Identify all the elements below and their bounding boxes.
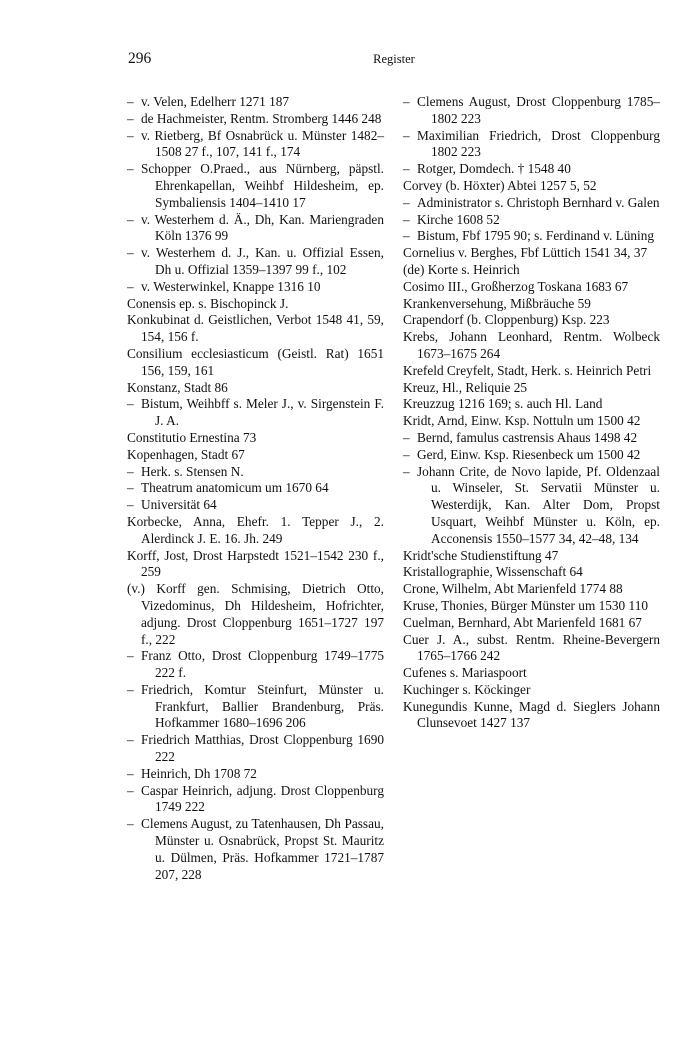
entry-text: Rotger, Domdech. † 1548 40 — [417, 161, 571, 177]
index-subentry — [403, 464, 660, 548]
entry-text: Clemens August, Drost Cloppenburg 1785–1802 223 — [417, 94, 660, 126]
index-entry — [127, 296, 384, 313]
index-entry — [403, 548, 660, 565]
subentry-dash: – — [403, 161, 410, 177]
index-entry — [127, 312, 384, 346]
index-subentry — [403, 94, 660, 128]
entry-text: Crone, Wilhelm, Abt Marienfeld 1774 88 — [403, 581, 623, 597]
index-subentry — [403, 195, 660, 212]
subentry-dash: – — [127, 94, 134, 109]
index-entry — [403, 598, 660, 615]
index-column-right — [403, 94, 660, 732]
index-column-left — [127, 94, 384, 883]
entry-text: Kristallographie, Wissenschaft 64 — [403, 564, 583, 580]
entry-text: v. Westerwinkel, Knappe 1316 10 — [141, 278, 321, 294]
subentry-dash: – — [127, 732, 134, 748]
index-subentry — [127, 161, 384, 211]
entry-text: v. Rietberg, Bf Osnabrück u. Münster 1482–1508 27 f., 107, 141 f., 174 — [141, 127, 384, 160]
index-subentry — [403, 228, 660, 245]
index-subentry — [127, 111, 384, 128]
entry-text: Clemens August, zu Tatenhausen, Dh Passau, Münster u. Osnabrück, Propst St. Mauritz u. Dülmen, Präs. Hofkammer 1721–1787 207, 228 — [141, 816, 384, 882]
entry-text: v. Westerhem d. Ä., Dh, Kan. Mariengraden Köln 1376 99 — [141, 211, 384, 244]
index-entry — [127, 514, 384, 548]
index-entry — [127, 447, 384, 464]
index-entry — [127, 380, 384, 397]
subentry-dash: – — [403, 429, 410, 445]
entry-text: v. Velen, Edelherr 1271 187 — [141, 94, 290, 109]
index-entry — [403, 178, 660, 195]
entry-text: Krefeld Creyfelt, Stadt, Herk. s. Heinrich Petri — [403, 362, 652, 378]
index-subentry — [403, 128, 660, 162]
subentry-dash: – — [403, 127, 410, 143]
subentry-dash: – — [127, 161, 134, 177]
subentry-dash: – — [127, 648, 134, 664]
subentry-dash: – — [127, 463, 134, 479]
subentry-dash: – — [127, 497, 134, 513]
entry-text: Administrator s. Christoph Bernhard v. Galen — [417, 194, 660, 210]
index-entry — [127, 430, 384, 447]
subentry-dash: – — [403, 228, 410, 244]
index-subentry — [403, 430, 660, 447]
index-entry — [127, 548, 384, 582]
index-entry — [403, 380, 660, 397]
index-entry — [403, 312, 660, 329]
index-subentry — [127, 648, 384, 682]
entry-text: (v.) Korff gen. Schmising, Dietrich Otto, Vizedominus, Dh Hildesheim, Hofrichter, adjung. Drost Cloppenburg 1651–1727 197 f., 222 — [127, 581, 384, 647]
index-entry — [403, 615, 660, 632]
subentry-dash: – — [127, 681, 134, 697]
index-entry — [403, 564, 660, 581]
entry-text: Bistum, Fbf 1795 90; s. Ferdinand v. Lüning — [417, 228, 655, 244]
entry-text: Kuchinger s. Köckinger — [403, 681, 531, 697]
entry-text: Corvey (b. Höxter) Abtei 1257 5, 52 — [403, 177, 597, 193]
index-entry — [403, 581, 660, 598]
index-entry — [403, 262, 660, 279]
index-subentry — [127, 464, 384, 481]
index-entry — [127, 346, 384, 380]
index-subentry — [127, 783, 384, 817]
index-subentry — [127, 766, 384, 783]
index-entry — [403, 682, 660, 699]
entry-text: Kreuz, Hl., Reliquie 25 — [403, 379, 528, 395]
entry-text: Kunegundis Kunne, Magd d. Sieglers Johann Clunsevoet 1427 137 — [403, 698, 660, 731]
entry-text: Constitutio Ernestina 73 — [127, 429, 257, 445]
index-entry — [403, 413, 660, 430]
entry-text: Gerd, Einw. Ksp. Riesenbeck um 1500 42 — [417, 446, 641, 462]
entry-text: Conensis ep. s. Bischopinck J. — [127, 295, 289, 311]
entry-text: Cuelman, Bernhard, Abt Marienfeld 1681 67 — [403, 614, 642, 630]
subentry-dash: – — [403, 446, 410, 462]
entry-text: Franz Otto, Drost Cloppenburg 1749–1775 222 f. — [141, 648, 384, 681]
index-entry — [403, 363, 660, 380]
entry-text: Cornelius v. Berghes, Fbf Lüttich 1541 34, 37 — [403, 245, 648, 261]
entry-text: Heinrich, Dh 1708 72 — [141, 765, 257, 781]
entry-text: Krebs, Johann Leonhard, Rentm. Wolbeck 1673–1675 264 — [403, 329, 660, 361]
index-subentry — [127, 497, 384, 514]
entry-text: Kreuzzug 1216 169; s. auch Hl. Land — [403, 396, 603, 412]
entry-text: Schopper O.Praed., aus Nürnberg, päpstl. Ehrenkapellan, Weihbf Hildesheim, ep. Symbaliensis 1404–1410 17 — [141, 161, 384, 210]
entry-text: Konkubinat d. Geistlichen, Verbot 1548 41, 59, 154, 156 f. — [127, 312, 384, 345]
subentry-dash: – — [127, 110, 134, 126]
entry-text: Universität 64 — [141, 497, 217, 513]
index-entry — [403, 665, 660, 682]
subentry-dash: – — [127, 211, 134, 227]
index-subentry — [403, 212, 660, 229]
entry-text: Friedrich, Komtur Steinfurt, Münster u. Frankfurt, Ballier Brandenburg, Präs. Hofkammer 1680–1696 206 — [141, 681, 384, 731]
index-entry — [403, 329, 660, 363]
entry-text: Crapendorf (b. Cloppenburg) Ksp. 223 — [403, 312, 610, 328]
entry-text: Friedrich Matthias, Drost Cloppenburg 1690 222 — [141, 732, 384, 765]
subentry-dash: – — [127, 396, 134, 412]
index-subentry — [127, 279, 384, 296]
index-subentry — [403, 161, 660, 178]
entry-text: Korff, Jost, Drost Harpstedt 1521–1542 230 f., 259 — [127, 547, 384, 580]
index-entry — [403, 632, 660, 666]
subentry-dash: – — [127, 765, 134, 781]
subentry-dash: – — [127, 127, 134, 143]
index-subentry — [127, 128, 384, 162]
index-subentry — [403, 447, 660, 464]
index-entry — [403, 699, 660, 733]
entry-text: Caspar Heinrich, adjung. Drost Cloppenburg 1749 222 — [141, 782, 384, 815]
subentry-dash: – — [403, 463, 410, 479]
entry-text: Kirche 1608 52 — [417, 211, 500, 227]
subentry-dash: – — [127, 816, 134, 832]
entry-text: Kruse, Thonies, Bürger Münster um 1530 110 — [403, 597, 648, 613]
index-entry — [403, 396, 660, 413]
entry-text: Bistum, Weihbff s. Meler J., v. Sirgenstein F. J. A. — [141, 396, 384, 429]
index-subentry — [127, 396, 384, 430]
index-subentry — [127, 94, 384, 111]
entry-text: Konstanz, Stadt 86 — [127, 379, 228, 395]
entry-text: de Hachmeister, Rentm. Stromberg 1446 248 — [141, 110, 382, 126]
entry-text: Krankenversehung, Mißbräuche 59 — [403, 295, 591, 311]
index-subentry — [127, 245, 384, 279]
entry-text: Bernd, famulus castrensis Ahaus 1498 42 — [417, 429, 638, 445]
entry-text: Cufenes s. Mariaspoort — [403, 665, 527, 681]
index-entry — [403, 245, 660, 262]
entry-text: Maximilian Friedrich, Drost Cloppenburg 1802 223 — [417, 127, 660, 160]
subentry-dash: – — [127, 480, 134, 496]
subentry-dash: – — [127, 782, 134, 798]
entry-text: Korbecke, Anna, Ehefr. 1. Tepper J., 2. Alerdinck J. E. 16. Jh. 249 — [127, 513, 384, 546]
page-header — [128, 50, 660, 74]
index-subentry — [127, 732, 384, 766]
entry-text: v. Westerhem d. J., Kan. u. Offizial Essen, Dh u. Offizial 1359–1397 99 f., 102 — [141, 245, 384, 277]
subentry-dash: – — [127, 245, 134, 261]
running-head: Register — [373, 52, 415, 66]
index-subentry — [127, 682, 384, 732]
index-subentry — [127, 480, 384, 497]
subentry-dash: – — [403, 94, 410, 109]
index-subentry — [127, 212, 384, 246]
entry-text: Cuer J. A., subst. Rentm. Rheine-Bevergern 1765–1766 242 — [403, 631, 660, 664]
entry-text: Kridt, Arnd, Einw. Ksp. Nottuln um 1500 42 — [403, 413, 641, 429]
entry-text: Cosimo III., Großherzog Toskana 1683 67 — [403, 278, 629, 294]
index-entry — [403, 296, 660, 313]
subentry-dash: – — [403, 211, 410, 227]
entry-text: Theatrum anatomicum um 1670 64 — [141, 480, 329, 496]
subentry-dash: – — [127, 278, 134, 294]
subentry-dash: – — [403, 194, 410, 210]
entry-text: Kridt'sche Studienstiftung 47 — [403, 547, 559, 563]
index-entry — [127, 581, 384, 648]
entry-text: Consilium ecclesiasticum (Geistl. Rat) 1651 156, 159, 161 — [127, 345, 384, 378]
entry-text: (de) Korte s. Heinrich — [403, 261, 520, 277]
page-number: 296 — [128, 50, 152, 67]
index-entry — [403, 279, 660, 296]
entry-text: Kopenhagen, Stadt 67 — [127, 446, 245, 462]
entry-text: Herk. s. Stensen N. — [141, 463, 244, 479]
index-subentry — [127, 816, 384, 883]
entry-text: Johann Crite, de Novo lapide, Pf. Oldenzaal u. Winseler, St. Servatii Münster u. Westerdijk, Kan. Alter Dom, Propst Usquart, Weihbf Münster u. Köln, ep. Acconensis 1550–1577 34, 42–48, 134 — [417, 463, 660, 546]
